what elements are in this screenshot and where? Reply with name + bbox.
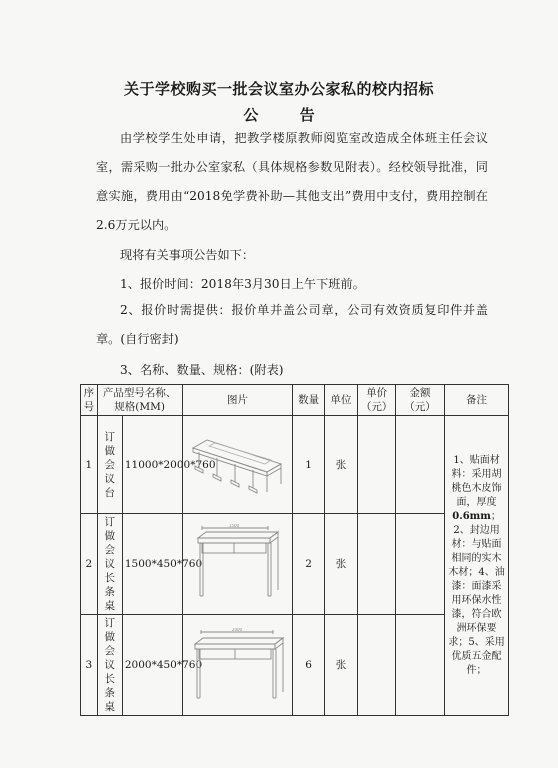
header-remark: 备注 <box>445 385 509 416</box>
row-amount <box>395 514 444 615</box>
row-name: 订做会议台 <box>97 416 122 514</box>
row-spec: 2000*450*760 <box>122 615 182 716</box>
remark-text-1: 1、贴面材料：采用胡桃色木皮饰面，厚度 <box>451 454 502 508</box>
row-unit: 张 <box>324 615 357 716</box>
spec-table <box>80 384 509 716</box>
row-qty: 1 <box>293 416 324 514</box>
document-subtitle: 公 告 <box>243 106 333 124</box>
row-qty: 6 <box>293 615 324 716</box>
header-image: 图片 <box>182 385 293 416</box>
dimension-label-width: 1500 <box>229 524 240 528</box>
item-2: 2、报价时需提供：报价单并盖公司章，公司有效资质复印件并盖章。(自行密封) <box>96 303 488 346</box>
item-3: 3、名称、数量、规格：(附表) <box>120 363 284 377</box>
row-amount <box>395 615 444 716</box>
row-name: 订做会议长条桌 <box>97 615 122 716</box>
remark-text-2: ；2、封边用材：与贴面相同的实木木材；4、油漆：面漆采用环保水性漆，符合欧洲环保要求；5、采用优质五金配件； <box>448 510 505 676</box>
dimension-label-width: 2000 <box>232 628 243 632</box>
document-title: 关于学校购买一批会议室办公家私的校内招标 <box>123 80 434 98</box>
remark-cell <box>445 416 509 716</box>
row-price <box>358 615 396 716</box>
header-model: 产品型号名称、规格(MM) <box>97 385 182 416</box>
row-spec: 1500*450*760 <box>122 514 182 615</box>
intro-paragraph: 由学校学生处申请，把教学楼原教师阅览室改造成全体班主任会议室，需采购一批办公室家私（具体规格参数见附表）。经校领导批准，同意实施，费用由“2018免学费补助—其他支出”费用中支付，费用控制在2.6万元以内。 <box>96 131 488 232</box>
notice-intro: 现将有关事项公告如下： <box>120 248 255 262</box>
header-unit: 单位 <box>324 385 357 416</box>
row-qty: 2 <box>293 514 324 615</box>
long-desk-drawing <box>188 524 286 604</box>
header-amount: 金额（元） <box>395 385 444 416</box>
row-name: 订做会议长条桌 <box>97 514 122 615</box>
row-no: 3 <box>81 615 98 716</box>
row-amount <box>395 416 444 514</box>
remark-thickness: 0.6mm <box>452 510 491 522</box>
long-desk-drawing <box>187 628 287 702</box>
row-spec: 11000*2000*760 <box>122 416 182 514</box>
table-row <box>81 416 509 514</box>
table-header-row <box>81 385 509 416</box>
header-price: 单价（元） <box>358 385 396 416</box>
row-unit: 张 <box>324 416 357 514</box>
row-unit: 张 <box>324 514 357 615</box>
row-price <box>358 514 396 615</box>
item-1: 1、报价时间：2018年3月30日上午下班前。 <box>120 277 365 291</box>
header-qty: 数量 <box>293 385 324 416</box>
header-no: 序号 <box>81 385 98 416</box>
row-no: 2 <box>81 514 98 615</box>
row-no: 1 <box>81 416 98 514</box>
table-row <box>81 615 509 716</box>
table-row <box>81 514 509 615</box>
row-price <box>358 416 396 514</box>
